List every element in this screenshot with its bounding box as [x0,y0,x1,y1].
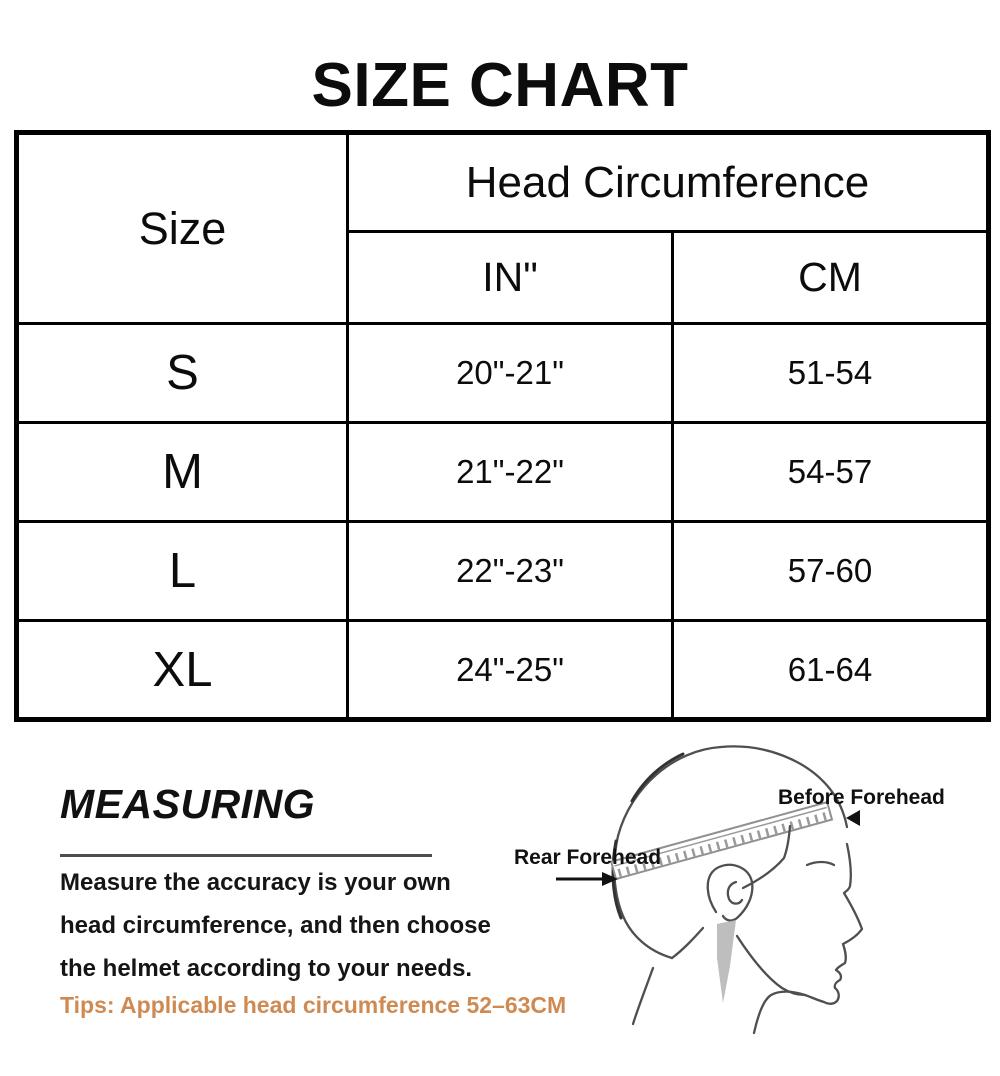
measuring-line-2: head circumference, and then choose [60,912,491,939]
table-row-s [17,324,989,423]
sideburn-shading [717,920,736,1003]
before-forehead-arrow [846,810,860,826]
tips-note: Tips: Applicable head circumference 52–63CM [60,992,567,1018]
nape-hairline [672,928,703,958]
cm-value: 54-57 [673,423,989,522]
measuring-underline [60,854,432,857]
size-label: XL [17,621,348,720]
size-label: L [17,522,348,621]
inches-value: 22"-23" [348,522,673,621]
before-forehead-label: Before Forehead [778,786,945,809]
measuring-heading: MEASURING [60,781,316,827]
size-column-header: Size [17,133,348,324]
table-row-l [17,522,989,621]
table-header-row-1 [17,133,989,232]
cm-value: 61-64 [673,621,989,720]
rear-forehead-arrow [556,872,618,886]
ear-outline [708,865,753,921]
table-row-m [17,423,989,522]
inches-value: 20"-21" [348,324,673,423]
neck-back-line [633,968,653,1024]
eyebrow-line [807,862,834,865]
size-label: S [17,324,348,423]
page-title: SIZE CHART [311,51,689,120]
ear-inner-line [728,882,742,904]
rear-forehead-label: Rear Forehead [514,846,662,869]
head-measurement-diagram [490,740,1000,1076]
cm-value: 57-60 [673,522,989,621]
table-row-xl [17,621,989,720]
column-header-in: IN" [348,232,673,324]
column-header-cm: CM [673,232,989,324]
inches-value: 24"-25" [348,621,673,720]
inches-value: 21"-22" [348,423,673,522]
size-chart-table [14,130,991,722]
measuring-instructions [60,861,491,990]
size-label: M [17,423,348,522]
measuring-line-3: the helmet according to your needs. [60,955,473,982]
cm-value: 51-54 [673,324,989,423]
measuring-line-1: Measure the accuracy is your own [60,869,451,896]
head-circumference-header: Head Circumference [348,133,989,232]
jaw-line [737,936,805,995]
